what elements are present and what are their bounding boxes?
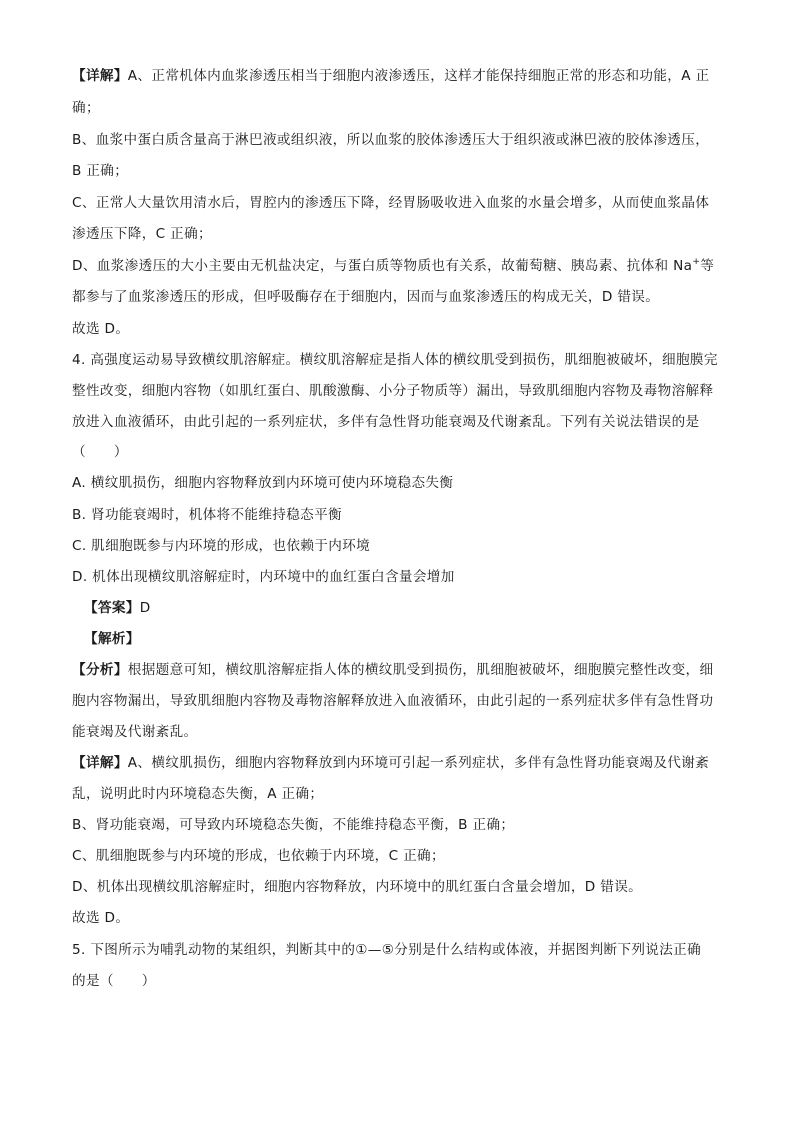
q3-option-c-line-1: C、正常人大量饮用清水后，胃腔内的渗透压下降，经胃肠吸收进入血浆的水量会增多，从而使血浆晶体	[72, 195, 710, 211]
q5-stem-line-1: 5. 下图所示为哺乳动物的某组织，判断其中的①—⑤分别是什么结构或体液，并据图判断下列说法正确	[72, 942, 702, 958]
q4-fenxi-line-3: 能衰竭及代谢紊乱。	[72, 724, 198, 740]
q4-option-d: D. 机体出现横纹肌溶解症时，内环境中的血红蛋白含量会增加	[72, 569, 455, 585]
q4-fenxi-line-2: 胞内容物漏出，导致肌细胞内容物及毒物溶解释放进入血液循环，由此引起的一系列症状多伴有急性肾功	[72, 693, 714, 709]
q4-stem-line-2: 整性改变，细胞内容物（如肌红蛋白、肌酸激酶、小分子物质等）漏出，导致肌细胞内容物及毒物溶解释	[72, 383, 714, 399]
text-span: 等	[700, 258, 715, 274]
q4-choose: 故选 D。	[72, 910, 130, 926]
text-span: D、血浆渗透压的大小主要由无机盐决定，与蛋白质等物质也有关系，故葡萄糖、胰岛素、抗体和 Na	[72, 258, 693, 274]
superscript: +	[692, 257, 701, 267]
fenxi-tag: 【分析】	[72, 662, 128, 678]
q3-option-d-line-2: 都参与了血浆渗透压的形成，但呼吸酶存在于细胞内，因而与血浆渗透压的构成无关，D 错误。	[72, 289, 660, 305]
q4-detail-line-2: 乱，说明此时内环境稳态失衡，A 正确；	[72, 786, 324, 802]
text-span: A、正常机体内血浆渗透压相当于细胞内液渗透压，这样才能保持细胞正常的形态和功能，A 正	[127, 68, 710, 84]
q4-answer	[84, 598, 151, 618]
q4-fenxi-line-1	[72, 660, 713, 680]
q4-stem-line-4: （ ）	[72, 444, 128, 460]
q4-option-a: A. 横纹肌损伤，细胞内容物释放到内环境可使内环境稳态失衡	[72, 475, 454, 491]
q3-choose: 故选 D。	[72, 321, 130, 337]
text-span: A、横纹肌损伤，细胞内容物释放到内环境可引起一系列症状，多伴有急性肾功能衰竭及代谢紊	[127, 755, 710, 771]
q3-detail-line-1	[72, 66, 710, 86]
q4-option-d-explain: D、机体出现横纹肌溶解症时，细胞内容物释放，内环境中的肌红蛋白含量会增加，D 错误。	[72, 879, 643, 895]
q4-option-b-explain: B、肾功能衰竭，可导致内环境稳态失衡，不能维持稳态平衡，B 正确；	[72, 817, 515, 833]
q5-stem-line-2: 的是（ ）	[72, 973, 156, 989]
q4-option-c-explain: C、肌细胞既参与内环境的形成，也依赖于内环境，C 正确；	[72, 848, 445, 864]
q3-detail-line-2: 确；	[72, 100, 100, 116]
answer-tag: 【答案】	[84, 600, 140, 616]
detail-tag: 【详解】	[72, 68, 128, 84]
q3-option-b-line-2: B 正确；	[72, 163, 129, 179]
q4-option-b: B. 肾功能衰竭时，机体将不能维持稳态平衡	[72, 507, 343, 523]
detail-tag: 【详解】	[72, 755, 128, 771]
q4-detail-line-1	[72, 753, 709, 773]
q4-stem-line-1: 4. 高强度运动易导致横纹肌溶解症。横纹肌溶解症是指人体的横纹肌受到损伤，肌细胞被破坏，细胞膜完	[72, 352, 718, 368]
q3-option-d-line-1	[72, 256, 714, 276]
q4-option-c: C. 肌细胞既参与内环境的形成，也依赖于内环境	[72, 538, 371, 554]
q4-stem-line-3: 放进入血液循环，由此引起的一系列症状，多伴有急性肾功能衰竭及代谢紊乱。下列有关说法错误的是	[72, 414, 700, 430]
q3-option-b-line-1: B、血浆中蛋白质含量高于淋巴液或组织液，所以血浆的胶体渗透压大于组织液或淋巴液的胶体渗透压，	[72, 132, 710, 148]
answer-value: D	[139, 600, 151, 616]
q4-analysis-tag: 【解析】	[84, 631, 140, 647]
text-span: 根据题意可知，横纹肌溶解症指人体的横纹肌受到损伤，肌细胞被破坏，细胞膜完整性改变，细	[127, 662, 714, 678]
q3-option-c-line-2: 渗透压下降，C 正确；	[72, 226, 213, 242]
